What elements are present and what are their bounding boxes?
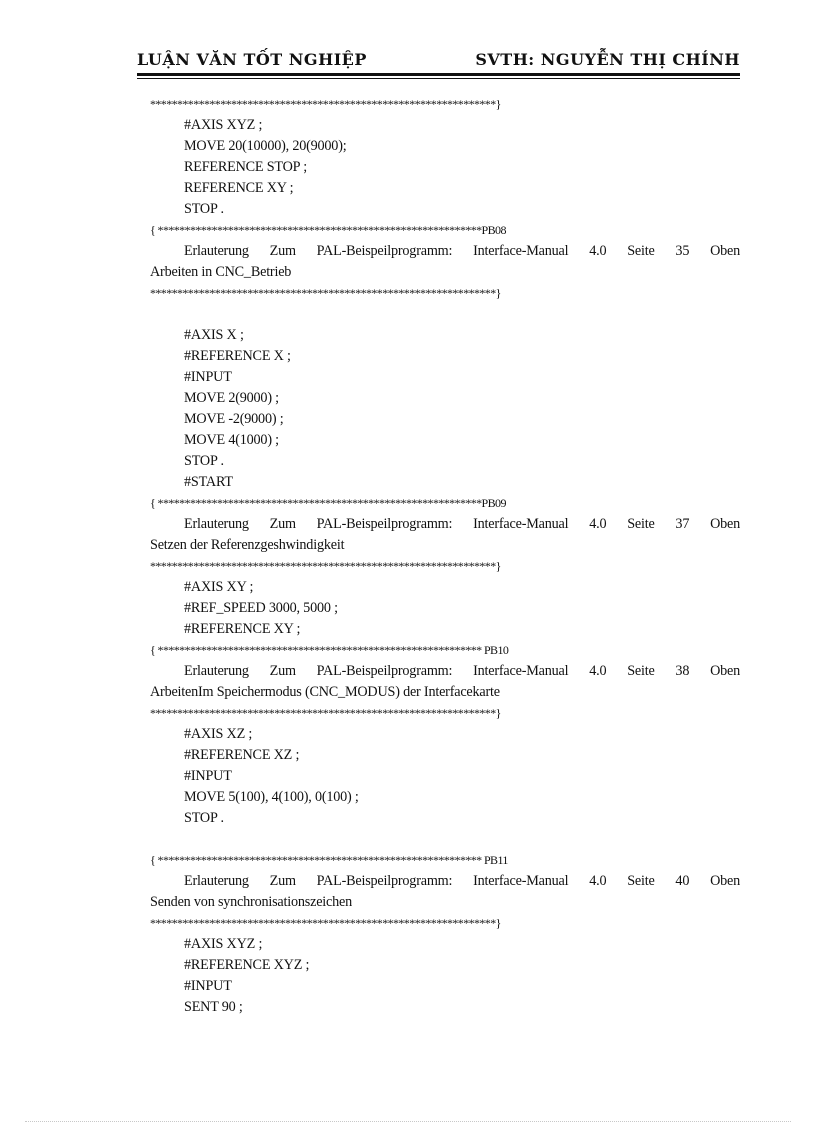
- code-line: #REFERENCE XZ ;: [184, 747, 300, 763]
- code-line: REFERENCE XY ;: [184, 180, 294, 196]
- description-line: ArbeitenIm Speichermodus (CNC_MODUS) der Interfacekarte: [150, 684, 500, 700]
- description-line: Setzen der Referenzgeshwindigkeit: [150, 537, 345, 553]
- comment-line: ****************************************************************}: [150, 97, 501, 111]
- comment-line: ****************************************************************}: [150, 706, 501, 720]
- blank-line: [150, 829, 740, 850]
- description-line: Erlauterung Zum PAL-Beispeilprogramm: Interface-Manual 4.0 Seite 37 Oben: [184, 516, 740, 532]
- header-rule-thin: [137, 78, 740, 79]
- code-line: MOVE 20(10000), 20(9000);: [184, 138, 347, 154]
- code-line: #REFERENCE XYZ ;: [184, 957, 310, 973]
- header-thesis-title: LUẬN VĂN TỐT NGHIỆP: [137, 50, 367, 69]
- description-line: Arbeiten in CNC_Betrieb: [150, 264, 292, 280]
- document-body: [150, 94, 740, 1018]
- code-line: #REF_SPEED 3000, 5000 ;: [184, 600, 338, 616]
- code-line: STOP .: [184, 201, 224, 217]
- code-line: #INPUT: [184, 978, 232, 994]
- description-line: Erlauterung Zum PAL-Beispeilprogramm: Interface-Manual 4.0 Seite 40 Oben: [184, 873, 740, 889]
- page-bottom-divider: [25, 1121, 791, 1122]
- header-rule-thick: [137, 73, 740, 76]
- code-line: MOVE 4(1000) ;: [184, 432, 279, 448]
- description-line: Erlauterung Zum PAL-Beispeilprogramm: Interface-Manual 4.0 Seite 35 Oben: [184, 243, 740, 259]
- code-line: #AXIS X ;: [184, 327, 244, 343]
- code-line: MOVE 5(100), 4(100), 0(100) ;: [184, 789, 359, 805]
- code-line: #AXIS XY ;: [184, 579, 254, 595]
- code-line: #AXIS XYZ ;: [184, 117, 263, 133]
- header-student-name: SVTH: NGUYỄN THỊ CHÍNH: [475, 50, 740, 69]
- description-line: Senden von synchronisationszeichen: [150, 894, 353, 910]
- code-line: #AXIS XYZ ;: [184, 936, 263, 952]
- code-line: #REFERENCE X ;: [184, 348, 291, 364]
- code-line: MOVE -2(9000) ;: [184, 411, 284, 427]
- comment-line: { ************************************************************ PB11: [150, 853, 508, 867]
- code-line: #AXIS XZ ;: [184, 726, 253, 742]
- code-line: #REFERENCE XY ;: [184, 621, 301, 637]
- comment-line: { ************************************************************PB09: [150, 496, 506, 510]
- code-line: #INPUT: [184, 768, 232, 784]
- blank-line: [150, 304, 740, 325]
- code-line: STOP .: [184, 810, 224, 826]
- code-line: #INPUT: [184, 369, 232, 385]
- code-line: STOP .: [184, 453, 224, 469]
- code-line: MOVE 2(9000) ;: [184, 390, 279, 406]
- code-line: #START: [184, 474, 233, 490]
- comment-line: ****************************************************************}: [150, 916, 501, 930]
- code-line: SENT 90 ;: [184, 999, 243, 1015]
- code-line: REFERENCE STOP ;: [184, 159, 307, 175]
- comment-line: { ************************************************************ PB10: [150, 643, 509, 657]
- comment-line: ****************************************************************}: [150, 286, 501, 300]
- comment-line: { ************************************************************PB08: [150, 223, 506, 237]
- description-line: Erlauterung Zum PAL-Beispeilprogramm: Interface-Manual 4.0 Seite 38 Oben: [184, 663, 740, 679]
- comment-line: ****************************************************************}: [150, 559, 501, 573]
- page-header: [137, 50, 740, 72]
